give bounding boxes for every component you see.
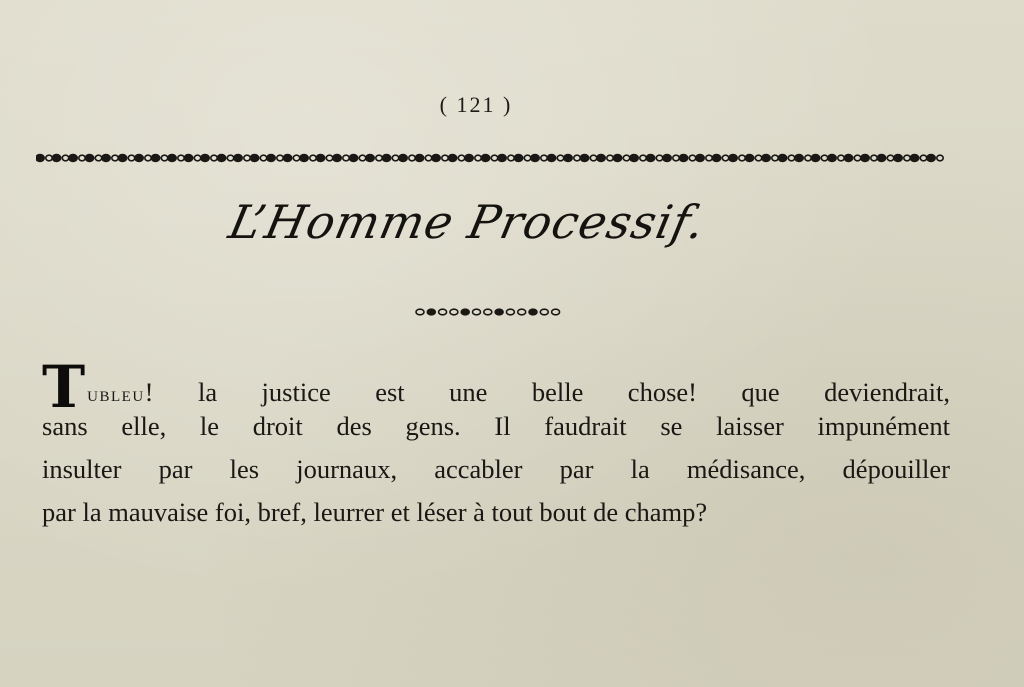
text-line-1: ! la justice est une belle chose! que deviendrait, (144, 377, 950, 407)
page-number: ( 121 ) (439, 92, 513, 117)
first-word: ubleu (87, 381, 145, 406)
ornamental-rule-top (36, 148, 946, 168)
text-line (42, 353, 950, 421)
text-line-4: par la mauvaise foi, bref, leurrer et léser à tout bout de champ? (42, 497, 708, 527)
body-paragraph (42, 353, 950, 534)
text-line-3: insulter par les journaux, accabler par la médisance, dépouiller (42, 454, 950, 484)
drop-cap: T (42, 353, 86, 421)
ornamental-rule-small (414, 306, 566, 318)
chapter-title: L’Homme Processif. (224, 195, 711, 249)
text-line-2: sans elle, le droit des gens. Il faudrait se laisser impunément (42, 411, 950, 441)
